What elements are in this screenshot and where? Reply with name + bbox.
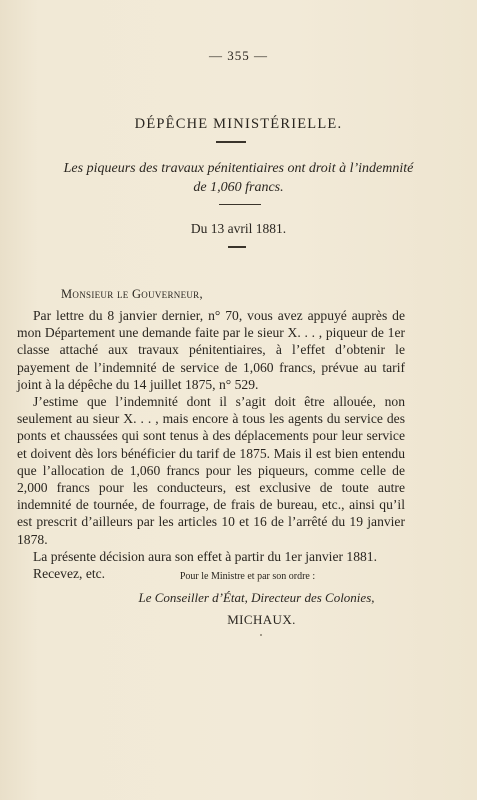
subtitle-rule xyxy=(219,204,261,205)
signature-title: Le Conseiller d’État, Directeur des Colonies, xyxy=(138,590,375,605)
page-number: — 355 — xyxy=(209,48,268,63)
ink-dot xyxy=(260,634,262,636)
signature-name: MICHAUX. xyxy=(227,612,296,627)
subtitle-line-2: de 1,060 francs. xyxy=(193,180,284,195)
document-title: DÉPÊCHE MINISTÉRIELLE. xyxy=(134,116,343,132)
signature-intro: Pour le Ministre et par son ordre : xyxy=(179,571,316,582)
date-rule xyxy=(228,246,246,248)
document-date: Du 13 avril 1881. xyxy=(190,221,287,236)
paragraph-1: Par lettre du 8 janvier dernier, n° 70, vous avez appuyé auprès de mon Département une demande faite par le sieur X. . . , piqueur de 1er classe attaché aux travaux pénitentiaires, à l’effet d’obtenir le payement de l’indemnité de service de 1,060 francs, prévue au tarif joint à la dépêche du 14 juillet 1875, n° 529. xyxy=(17,308,405,392)
subtitle-line-1: Les piqueurs des travaux pénitentiaires ont droit à l’indemnité xyxy=(63,161,414,176)
paragraph-2: J’estime que l’indemnité dont il s’agit doit être allouée, non seulement au sieur X. . . , mais encore à tous les agents du service des ponts et chaussées qui sont tenus à des déplacements pour leur service et doivent dès lors bénéficier du tarif de 1875. Mais il est bien entendu que l’allocation de 1,060 francs pour les piqueurs, comme celle de 2,000 francs pour les conducteurs, est exclusive de toute autre indemnité de tournée, de fourrage, de frais de bureau, etc., ainsi qu’il est prescrit d’ailleurs par les articles 10 et 16 de l’arrêté du 19 janvier 1878. xyxy=(17,394,405,547)
paragraph-3: La présente décision aura son effet à partir du 1er janvier 1881. xyxy=(33,548,377,564)
paragraph-4: Recevez, etc. xyxy=(33,566,106,582)
salutation: Monsieur le Gouverneur, xyxy=(61,287,203,301)
document-subtitle xyxy=(0,159,477,197)
title-rule xyxy=(216,141,246,143)
letter-body xyxy=(17,307,405,582)
